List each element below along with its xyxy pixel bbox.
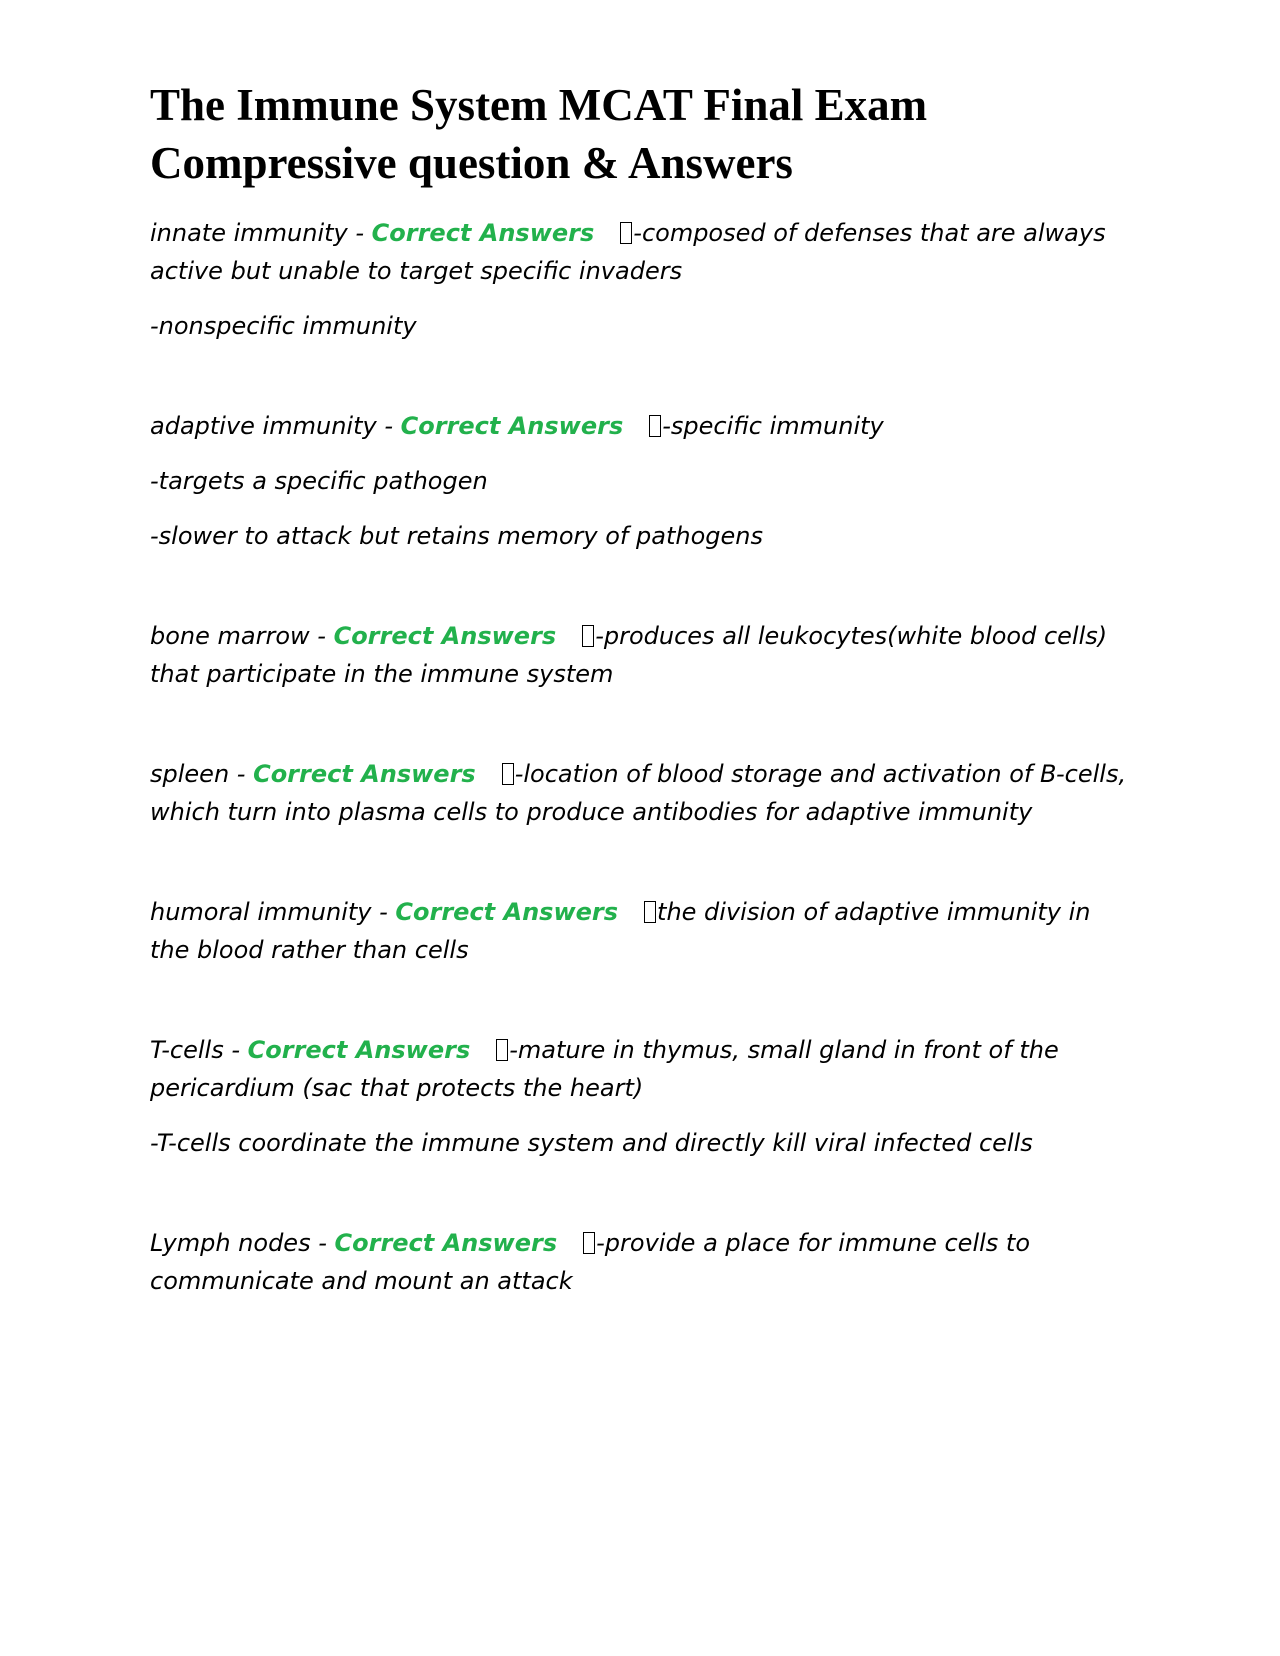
qa-main-paragraph [150, 214, 1130, 290]
term-separator: - [376, 412, 401, 440]
term-separator: - [309, 622, 334, 650]
definition: the division of adaptive immunity in the blood rather than cells [150, 898, 1091, 964]
qa-main-paragraph [150, 1224, 1130, 1300]
qa-extra-line: -T-cells coordinate the immune system and directly kill viral infected cells [150, 1129, 1033, 1157]
correct-answers-label: Correct Answers [400, 412, 624, 440]
title-line-2: Compressive question & Answers [150, 138, 793, 188]
qa-extra-line: -targets a specific pathogen [150, 467, 488, 495]
title-line-1: The Immune System MCAT Final Exam [150, 80, 928, 130]
correct-answers-label: Correct Answers [371, 219, 595, 247]
term-separator: - [371, 898, 396, 926]
missing-glyph-box-icon [496, 1039, 508, 1061]
qa-main-paragraph [150, 1031, 1130, 1107]
missing-glyph-box-icon [502, 763, 514, 785]
definition: -location of blood storage and activation of B-cells, which turn into plasma cells to produce antibodies for adaptive immunity [150, 760, 1127, 826]
qa-main-paragraph [150, 893, 1130, 969]
correct-answers-label: Correct Answers [253, 760, 476, 788]
missing-glyph-box-icon [582, 625, 594, 647]
qa-main-paragraph [150, 617, 1130, 693]
document-title [150, 76, 1130, 192]
term-separator: - [229, 760, 254, 788]
correct-answers-label: Correct Answers [395, 898, 619, 926]
correct-answers-label: Correct Answers [334, 1229, 558, 1257]
term: bone marrow [150, 622, 310, 650]
missing-glyph-box-icon [583, 1232, 595, 1254]
correct-answers-label: Correct Answers [247, 1036, 471, 1064]
missing-glyph-box-icon [644, 901, 656, 923]
qa-entry [150, 1031, 1130, 1162]
qa-entries [150, 214, 1130, 1300]
term: adaptive immunity [150, 412, 377, 440]
qa-entry [150, 755, 1130, 831]
qa-extra-line: -slower to attack but retains memory of pathogens [150, 522, 763, 550]
qa-main-paragraph [150, 755, 1130, 831]
qa-entry [150, 214, 1130, 345]
definition: -specific immunity [662, 412, 884, 440]
term-separator: - [223, 1036, 248, 1064]
qa-entry [150, 893, 1130, 969]
missing-glyph-box-icon [649, 415, 661, 437]
document-page [150, 76, 1130, 1362]
missing-glyph-box-icon [620, 222, 632, 244]
qa-entry [150, 407, 1130, 555]
correct-answers-label: Correct Answers [333, 622, 557, 650]
qa-entry [150, 1224, 1130, 1300]
definition: -produces all leukocytes(white blood cells) that participate in the immune system [150, 622, 1108, 688]
term: spleen [150, 760, 230, 788]
term: Lymph nodes [150, 1229, 311, 1257]
definition: -provide a place for immune cells to communicate and mount an attack [150, 1229, 1030, 1295]
qa-entry [150, 617, 1130, 693]
qa-main-paragraph [150, 407, 1130, 445]
term: innate immunity [150, 219, 348, 247]
definition: -mature in thymus, small gland in front of the pericardium (sac that protects the heart) [150, 1036, 1059, 1102]
qa-extra-line: -nonspecific immunity [150, 312, 417, 340]
term: T-cells [150, 1036, 224, 1064]
term-separator: - [347, 219, 372, 247]
term: humoral immunity [150, 898, 372, 926]
term-separator: - [310, 1229, 335, 1257]
definition: -composed of defenses that are always active but unable to target specific invaders [150, 219, 1106, 285]
